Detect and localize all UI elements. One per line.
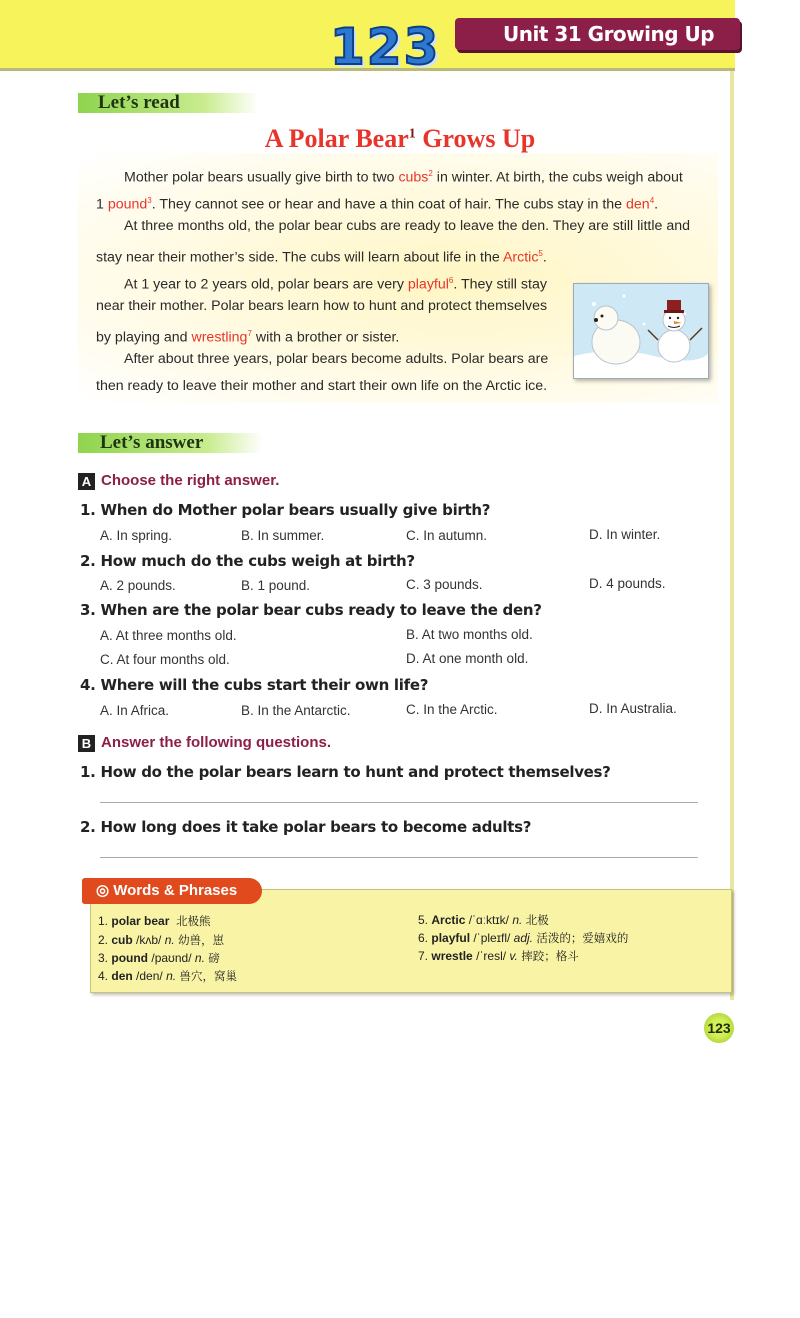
option-1d: D. In winter. xyxy=(589,527,661,542)
part-a-heading xyxy=(78,472,279,490)
word: pound xyxy=(111,951,149,965)
part-b-letter: B xyxy=(78,735,95,752)
reading-line: then ready to leave their mother and start their own life on the Arctic ice. xyxy=(96,378,548,394)
text: . They still stay xyxy=(453,276,547,293)
word-item-3 xyxy=(98,950,220,966)
answer-line-1[interactable] xyxy=(100,802,698,803)
option-2d: D. 4 pounds. xyxy=(589,576,666,591)
word-item-6 xyxy=(418,930,628,946)
option-2b: B. 1 pound. xyxy=(241,578,311,593)
option-1a: A. In spring. xyxy=(100,528,173,543)
part-b-heading xyxy=(78,734,331,752)
title-footnote: 1 xyxy=(408,126,416,142)
question-3: 3. When are the polar bear cubs ready to leave the den? xyxy=(80,601,542,619)
option-4d: D. In Australia. xyxy=(589,701,677,716)
text: with a brother or sister. xyxy=(251,329,400,346)
option-3b: B. At two months old. xyxy=(406,627,533,642)
word-number: 4. xyxy=(98,969,109,983)
reading-title xyxy=(0,124,800,154)
vocab-word: den xyxy=(626,196,650,213)
word-pos: n. xyxy=(164,933,175,947)
word-item-2 xyxy=(98,932,224,948)
text: At 1 year to 2 years old, polar bears are very xyxy=(124,276,408,293)
word-phonetic: /ˈpleɪfl/ xyxy=(473,931,511,945)
word-pos: adj. xyxy=(513,931,534,945)
word: polar bear xyxy=(111,914,170,928)
polar-bear-snowman-illustration xyxy=(573,283,709,379)
answer-line-2[interactable] xyxy=(100,857,698,858)
word-number: 3. xyxy=(98,951,109,965)
word-meaning: 北极 xyxy=(525,913,549,927)
word-number: 1. xyxy=(98,914,109,928)
word-phonetic: /den/ xyxy=(136,969,163,983)
word-meaning: 北极熊 xyxy=(176,914,211,928)
unit-title-banner: Unit 31 Growing Up xyxy=(455,18,740,50)
part-b-instruction: Answer the following questions. xyxy=(101,734,332,751)
title-main: A Polar Bear xyxy=(264,124,409,153)
text: stay near their mother’s side. The cubs will learn about life in the xyxy=(96,249,503,266)
open-question-2: 2. How long does it take polar bears to become adults? xyxy=(80,818,532,836)
option-3a: A. At three months old. xyxy=(100,628,237,643)
text: . xyxy=(542,249,547,266)
word-meaning: 活泼的；爱嬉戏的 xyxy=(536,931,629,945)
vocab-word: pound xyxy=(107,196,148,213)
footnote: 5 xyxy=(538,249,543,258)
word-item-5 xyxy=(418,912,549,928)
footnote: 7 xyxy=(247,329,252,338)
word-meaning: 兽穴，窝巢 xyxy=(179,969,237,983)
header-page-number: 123 xyxy=(330,18,441,76)
title-rest: Grows Up xyxy=(415,124,536,153)
word-pos: n. xyxy=(512,913,523,927)
open-question-1: 1. How do the polar bears learn to hunt and protect themselves? xyxy=(80,763,611,781)
words-phrases-label: ◎ Words & Phrases xyxy=(82,878,262,904)
text: . They cannot see or hear and have a thin coat of hair. The cubs stay in the xyxy=(151,196,627,213)
word-number: 5. xyxy=(418,913,429,927)
word-pos: v. xyxy=(509,949,518,963)
word-item-1 xyxy=(98,913,211,929)
question-2: 2. How much do the cubs weigh at birth? xyxy=(80,552,415,570)
question-1: 1. When do Mother polar bears usually give birth? xyxy=(80,501,491,519)
section-label-answer: Let’s answer xyxy=(78,433,263,453)
word-number: 7. xyxy=(418,949,429,963)
text: 1 xyxy=(96,196,108,213)
option-2c: C. 3 pounds. xyxy=(406,577,483,592)
part-a-instruction: Choose the right answer. xyxy=(101,472,280,489)
word-phonetic: /paʊnd/ xyxy=(151,951,192,965)
word-item-4 xyxy=(98,968,237,984)
footnote: 4 xyxy=(649,196,655,205)
word-meaning: 磅 xyxy=(208,951,220,965)
option-3c: C. At four months old. xyxy=(100,652,230,667)
word-pos: n. xyxy=(194,951,205,965)
vocab-word: playful xyxy=(407,276,449,293)
word: den xyxy=(111,969,133,983)
word-item-7 xyxy=(418,948,579,964)
vocab-word: wrestling xyxy=(191,329,248,346)
footnote: 6 xyxy=(448,276,454,285)
text: . xyxy=(654,196,659,213)
footnote: 2 xyxy=(428,169,433,178)
part-a-letter: A xyxy=(78,473,95,490)
text: by playing and xyxy=(96,329,192,346)
word-phonetic: /kʌb/ xyxy=(136,933,162,947)
footnote: 3 xyxy=(147,196,152,205)
word: playful xyxy=(431,931,471,945)
word-meaning: 摔跤；格斗 xyxy=(521,949,579,963)
text: Mother polar bears usually give birth to two xyxy=(124,169,399,186)
option-3d: D. At one month old. xyxy=(406,651,529,666)
option-1c: C. In autumn. xyxy=(406,528,488,543)
text: in winter. At birth, the cubs weigh about xyxy=(432,169,683,186)
vocab-word: cubs xyxy=(398,169,429,186)
question-4: 4. Where will the cubs start their own life? xyxy=(80,676,429,694)
illustration-svg xyxy=(574,284,708,378)
option-2a: A. 2 pounds. xyxy=(100,578,176,593)
section-label-read: Let’s read xyxy=(78,93,258,113)
option-4b: B. In the Antarctic. xyxy=(241,703,351,718)
page-number-badge: 123 xyxy=(704,1013,734,1043)
vocab-word: Arctic xyxy=(502,249,539,266)
word: Arctic xyxy=(431,913,466,927)
reading-line: At three months old, the polar bear cubs are ready to leave the den. They are still little and xyxy=(124,218,690,234)
word-number: 2. xyxy=(98,933,109,947)
word-number: 6. xyxy=(418,931,429,945)
word-phonetic: /ˈresl/ xyxy=(476,949,507,963)
option-4c: C. In the Arctic. xyxy=(406,702,498,717)
option-1b: B. In summer. xyxy=(241,528,325,543)
word: cub xyxy=(111,933,133,947)
word-meaning: 幼兽，崽 xyxy=(178,933,225,947)
option-4a: A. In Africa. xyxy=(100,703,170,718)
word-phonetic: /ˈɑːktɪk/ xyxy=(468,913,509,927)
reading-line: near their mother. Polar bears learn how to hunt and protect themselves xyxy=(96,298,548,314)
word-pos: n. xyxy=(166,969,177,983)
word: wrestle xyxy=(431,949,473,963)
reading-line: After about three years, polar bears become adults. Polar bears are xyxy=(124,351,549,367)
